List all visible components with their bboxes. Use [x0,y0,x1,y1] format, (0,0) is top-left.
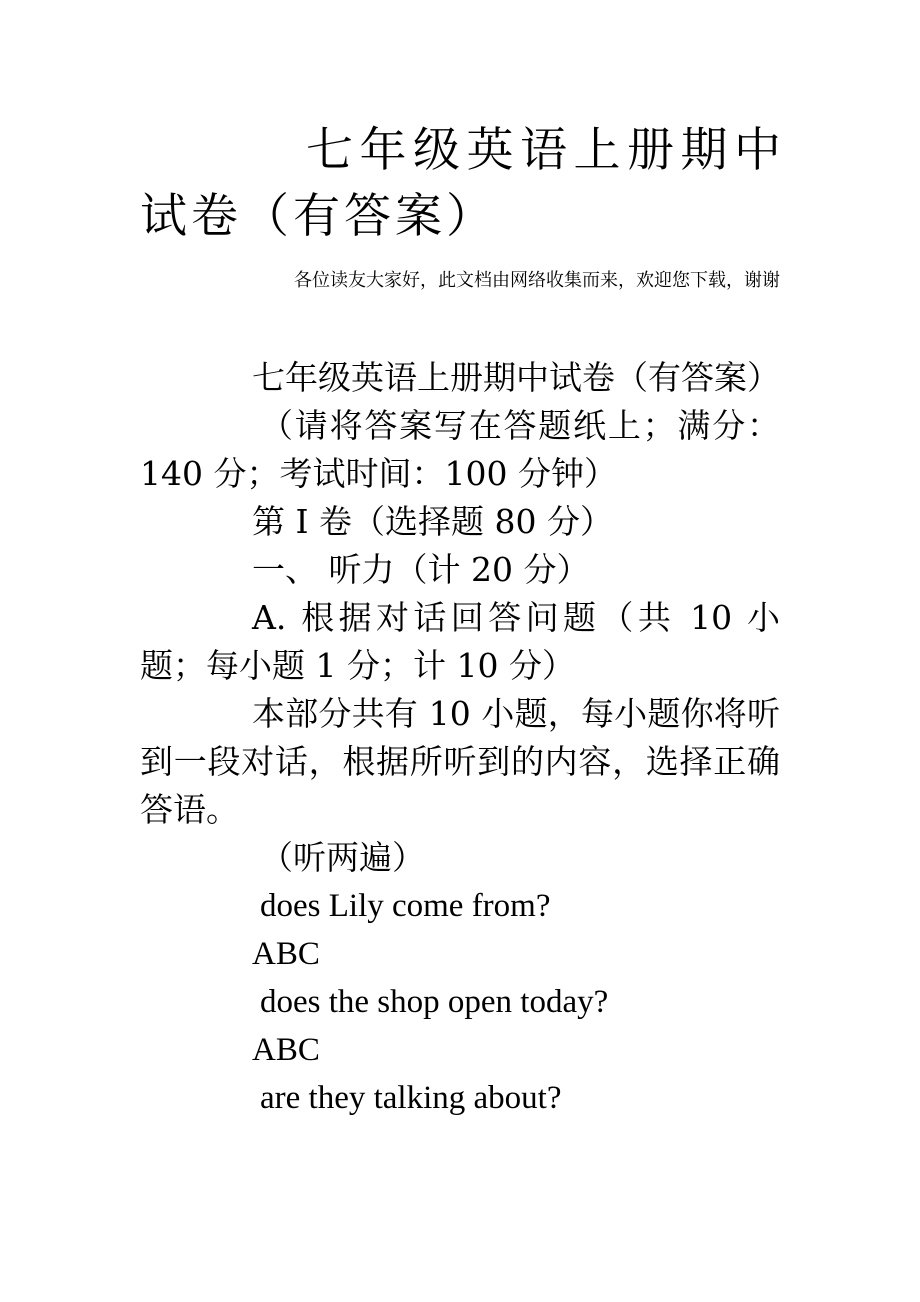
download-notice: 各位读友大家好，此文档由网络收集而来，欢迎您下载，谢谢 [294,270,780,291]
section-listening-heading: 一、 听力（计 20 分） [252,550,590,589]
document-title: 七年级英语上册期中试卷（有答案） [140,123,785,244]
question-2-options: ABC [252,1032,320,1068]
document-body [140,354,780,1122]
question-1: does Lily come from? [260,888,551,924]
question-1-options: ABC [252,936,320,972]
question-3: are they talking about? [260,1080,562,1116]
question-2: does the shop open today? [260,984,609,1020]
exam-heading: 七年级英语上册期中试卷（有答案） [252,358,780,397]
exam-instructions: （请将答案写在答题纸上；满分：140 分；考试时间：100 分钟） [140,406,780,493]
part-a-description: 本部分共有 10 小题，每小题你将听到一段对话，根据所听到的内容，选择正确答语。 [140,694,780,829]
section-volume-heading: 第 I 卷（选择题 80 分） [252,502,613,541]
part-a-heading: A. 根据对话回答问题（共 10 小题；每小题 1 分；计 10 分） [140,598,780,685]
listen-twice-note: （听两遍） [260,838,425,877]
